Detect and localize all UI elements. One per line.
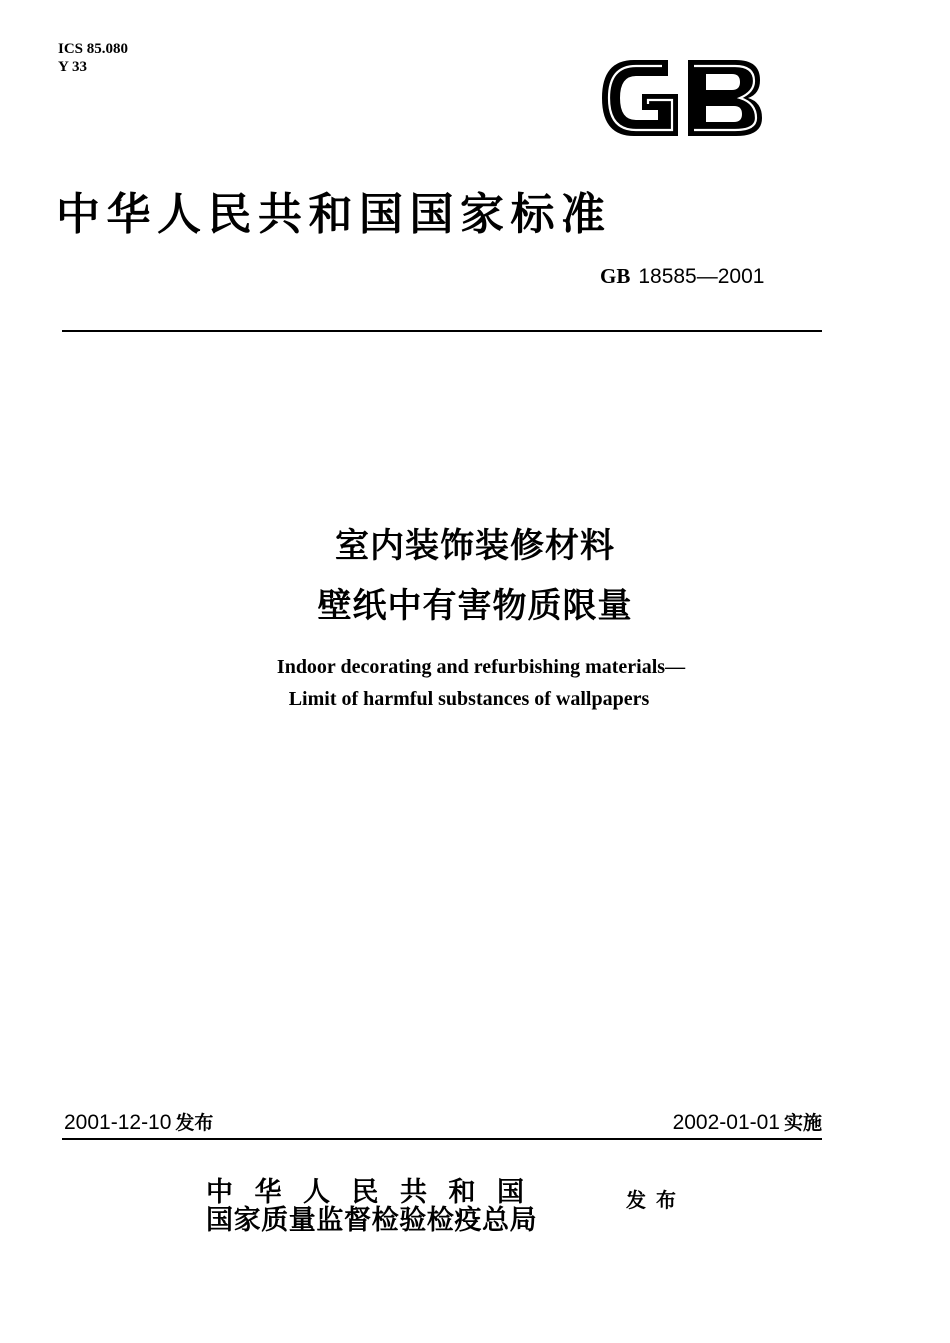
english-title-line-2: Limit of harmful substances of wallpapers [288, 688, 650, 710]
chinese-title-line-2: 壁纸中有害物质限量 [317, 586, 633, 626]
standard-code: 18585—2001 [638, 265, 765, 288]
issue-date [64, 1108, 213, 1135]
issuer-line-2: 国家质量监督检验检疫总局 [206, 1205, 538, 1236]
implementation-date-label: 实施 [783, 1112, 822, 1134]
chinese-title-line-1: 室内装饰装修材料 [335, 526, 615, 566]
classification-codes [58, 40, 128, 76]
issue-date-label: 发布 [175, 1112, 214, 1134]
standard-number [600, 264, 764, 289]
top-divider [62, 330, 822, 332]
gb-logo-icon [598, 54, 766, 142]
implementation-date [673, 1108, 822, 1135]
implementation-date-value: 2002-01-01 [672, 1111, 780, 1134]
national-standard-heading: 中华人民共和国国家标准 [56, 189, 612, 240]
ccs-code: Y 33 [58, 59, 88, 75]
issuer-line-1: 中华人民共和国 [206, 1177, 546, 1208]
standard-prefix: GB [600, 264, 631, 288]
english-title-line-1: Indoor decorating and refurbishing materials— [276, 656, 686, 678]
bottom-divider [62, 1138, 822, 1140]
ics-code: ICS 85.080 [58, 41, 129, 57]
issuer-action: 发布 [626, 1188, 686, 1212]
issue-date-value: 2001-12-10 [64, 1111, 172, 1134]
